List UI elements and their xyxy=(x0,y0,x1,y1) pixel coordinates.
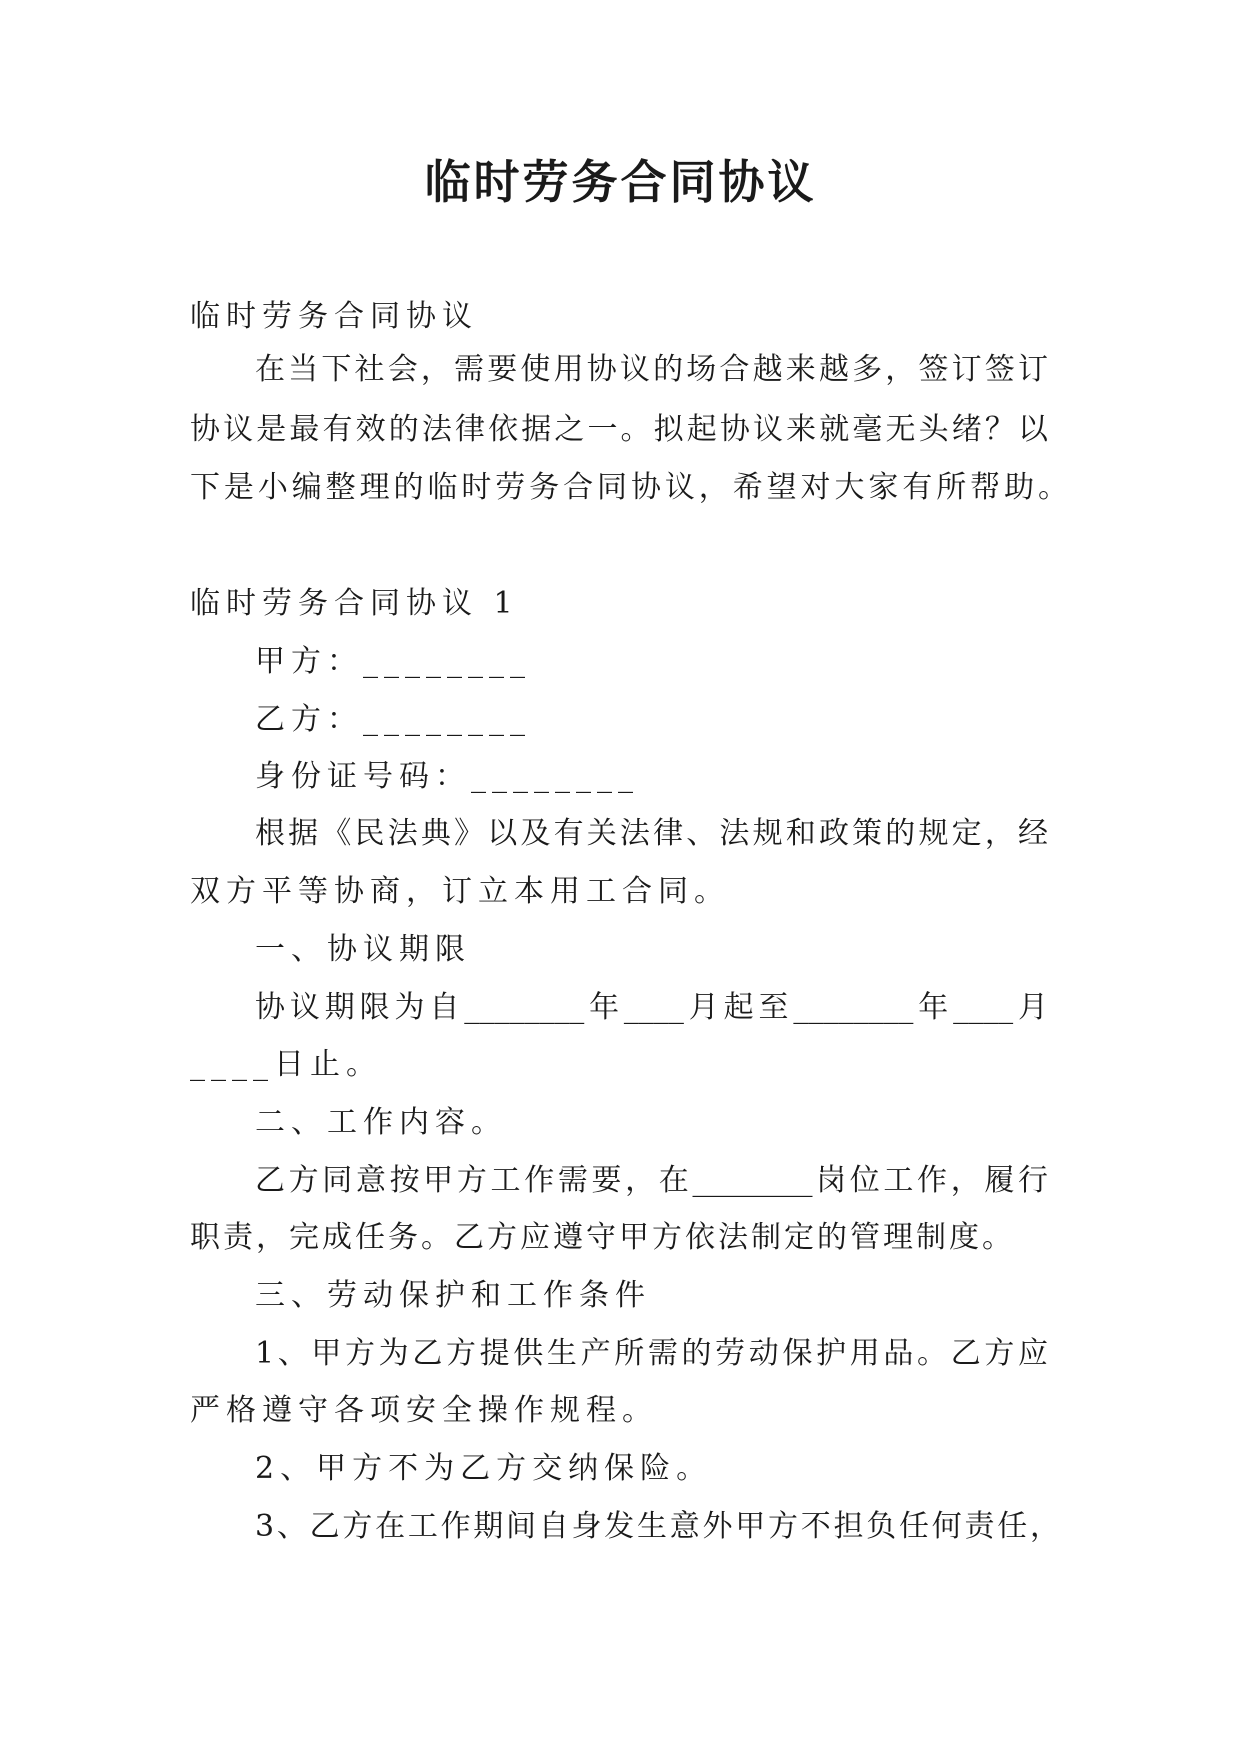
paragraph-line: 2、甲方不为乙方交纳保险。 xyxy=(255,1451,713,1486)
paragraph-line: 协议是最有效的法律依据之一。拟起协议来就毫无头绪？以 xyxy=(190,412,1048,447)
paragraph-line: 3、乙方在工作期间自身发生意外甲方不担负任何责任， xyxy=(255,1509,1060,1544)
party-b-field: 乙方：________ xyxy=(255,702,531,737)
document-title: 临时劳务合同协议 xyxy=(424,155,817,209)
paragraph-line: 严格遵守各项安全操作规程。 xyxy=(190,1393,658,1428)
paragraph-line: 在当下社会，需要使用协议的场合越来越多，签订签订 xyxy=(255,352,1048,387)
paragraph-line: 根据《民法典》以及有关法律、法规和政策的规定，经 xyxy=(255,816,1048,851)
section-heading: 临时劳务合同协议 xyxy=(190,299,478,334)
clause-heading: 一、协议期限 xyxy=(255,932,471,967)
paragraph-line: 1、甲方为乙方提供生产所需的劳动保护用品。乙方应 xyxy=(255,1336,1048,1371)
section-heading: 临时劳务合同协议 1 xyxy=(190,586,519,621)
paragraph-line: ____日止。 xyxy=(190,1047,382,1082)
paragraph-line: 协议期限为自________年____月起至________年____月 xyxy=(255,990,1048,1025)
clause-heading: 二、工作内容。 xyxy=(255,1105,507,1140)
clause-heading: 三、劳动保护和工作条件 xyxy=(255,1278,651,1313)
paragraph-line: 下是小编整理的临时劳务合同协议，希望对大家有所帮助。 xyxy=(190,470,1068,505)
id-number-field: 身份证号码：________ xyxy=(255,759,639,794)
paragraph-line: 双方平等协商，订立本用工合同。 xyxy=(190,874,730,909)
paragraph-line: 乙方同意按甲方工作需要，在________岗位工作，履行 xyxy=(255,1163,1048,1198)
paragraph-line: 职责，完成任务。乙方应遵守甲方依法制定的管理制度。 xyxy=(190,1220,1012,1255)
party-a-field: 甲方：________ xyxy=(255,644,531,679)
